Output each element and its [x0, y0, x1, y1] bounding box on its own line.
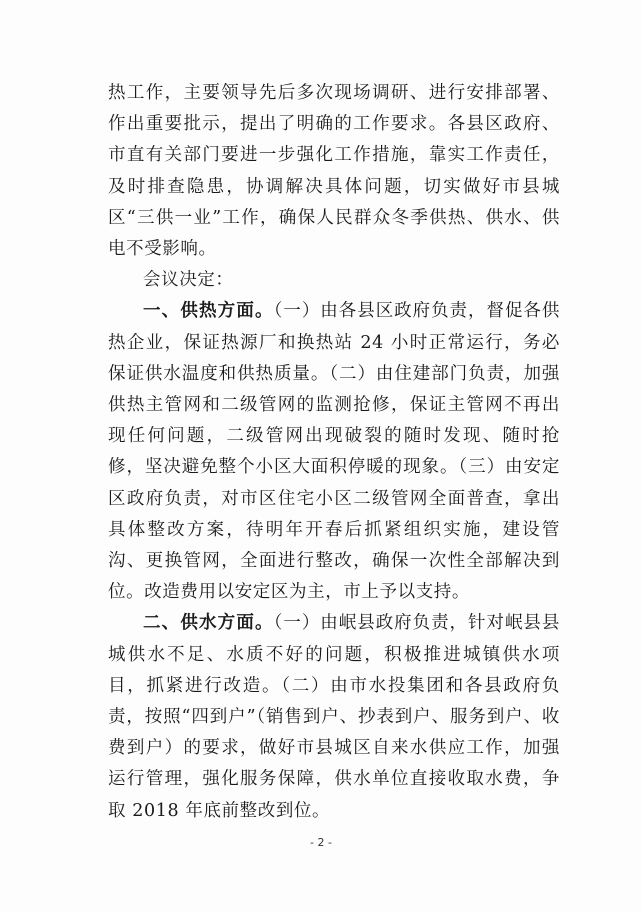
heading-heating: 一、供热方面。 — [143, 301, 274, 322]
paragraph-heating-body: （一）由各县区政府负责，督促各供热企业，保证热源厂和换热站 24 小时正常运行，务必保证供水温度和供热质量。（二）由住建部门负责，加强供热主管网和二级管网的监测抢修，保证主管网不再出现任何问题，二级管网出现破裂的随时发现、随时抢修，坚决避免整个小区大面积停暖的现象。（三）由安定区政府负责，对市区住宅小区二级管网全面普查，拿出具体整改方案，待明年开春后抓紧组织实施，建设管沟、更换管网，全面进行整改，确保一次性全部解决到位。改造费用以安定区为主，市上予以支持。 — [108, 301, 560, 603]
paragraph-heating — [108, 296, 560, 608]
document-body — [108, 78, 560, 827]
page-number: - 2 - — [310, 836, 332, 849]
paragraph-water-supply-body: （一）由岷县政府负责，针对岷县县城供水不足、水质不好的问题，积极推进城镇供水项目，抓紧进行改造。（二）由市水投集团和各县政府负责，按照“四到户”（销售到户、抄表到户、服务到户、收费到户）的要求，做好市县城区自来水供应工作，加强运行管理，强化服务保障，供水单位直接收取水费，争取 2018 年底前整改到位。 — [108, 613, 560, 821]
paragraph-meeting-decision: 会议决定： — [143, 270, 234, 291]
heading-water-supply: 二、供水方面。 — [143, 613, 274, 634]
paragraph-continuation: 热工作，主要领导先后多次现场调研、进行安排部署、作出重要批示，提出了明确的工作要求。各县区政府、市直有关部门要进一步强化工作措施，靠实工作责任，及时排查隐患，协调解决具体问题，切实做好市县城区“三供一业”工作，确保人民群众冬季供热、供水、供电不受影响。 — [108, 83, 560, 260]
paragraph-water-supply — [108, 608, 560, 826]
